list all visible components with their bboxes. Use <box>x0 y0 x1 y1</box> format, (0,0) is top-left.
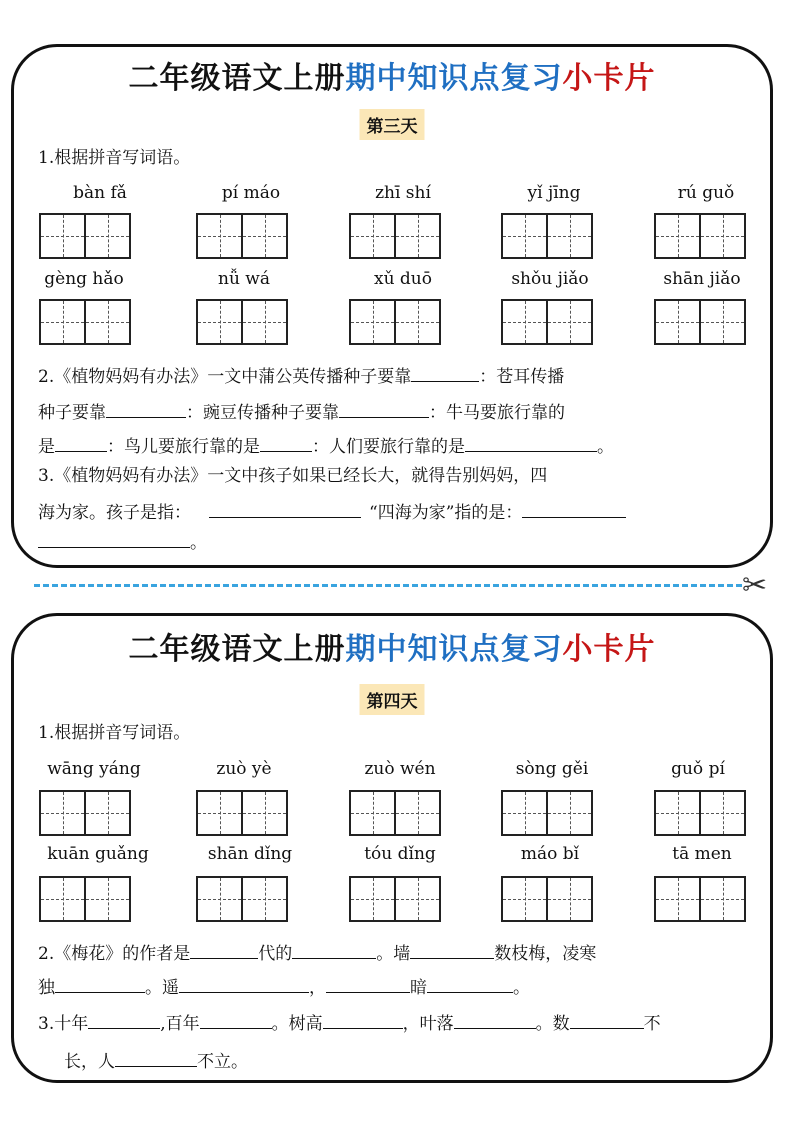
fill-blank[interactable] <box>292 938 376 959</box>
writing-grid[interactable] <box>196 213 288 259</box>
writing-grid[interactable] <box>501 213 593 259</box>
pinyin-label: wāng yáng <box>47 759 141 779</box>
q2-text: 。 <box>513 978 530 998</box>
pinyin-label: shān dǐng <box>207 844 293 864</box>
pinyin-label: nǚ wá <box>218 269 270 289</box>
q3-text: 。树高 <box>271 1014 323 1034</box>
fill-blank[interactable] <box>38 527 190 548</box>
fill-blank[interactable] <box>106 397 186 418</box>
title-part-grade: 二年级语文上册 <box>128 632 346 667</box>
fill-blank[interactable] <box>209 497 361 518</box>
fill-blank[interactable] <box>179 972 309 993</box>
q2-text: ：豌豆传播种子要靠 <box>186 403 339 423</box>
q2-text: 是 <box>38 437 55 457</box>
writing-grid[interactable] <box>654 876 746 922</box>
writing-grid[interactable] <box>196 876 288 922</box>
review-card-day3 <box>11 44 773 568</box>
writing-grid[interactable] <box>501 876 593 922</box>
card-title <box>14 53 770 97</box>
pinyin-label: zhī shí <box>375 183 431 203</box>
writing-grid[interactable] <box>39 213 131 259</box>
writing-grid[interactable] <box>349 876 441 922</box>
pinyin-label: xǔ duō <box>373 269 432 289</box>
fill-blank[interactable] <box>115 1046 197 1067</box>
question-1: 1.根据拼音写词语。 <box>38 723 191 743</box>
writing-grid[interactable] <box>39 790 131 836</box>
pinyin-label: guǒ pí <box>671 759 725 779</box>
pinyin-label: máo bǐ <box>520 844 580 864</box>
q2-text: 2.《植物妈妈有办法》一文中蒲公英传播种子要靠 <box>38 367 412 387</box>
title-part-review: 期中知识点复习 <box>345 632 563 667</box>
fill-blank[interactable] <box>339 397 429 418</box>
question-3-line-1 <box>38 1008 661 1037</box>
fill-blank[interactable] <box>326 972 410 993</box>
day-label: 第三天 <box>360 109 425 140</box>
pinyin-label: bàn fǎ <box>73 183 127 203</box>
question-2-line-1 <box>38 361 564 390</box>
review-card-day4 <box>11 613 773 1083</box>
pinyin-label: tā men <box>672 844 732 864</box>
q3-text: 长，人 <box>64 1052 115 1072</box>
writing-grid[interactable] <box>196 790 288 836</box>
q2-text: 。墙 <box>376 944 411 964</box>
q2-text: ：人们要旅行靠的是 <box>312 437 465 457</box>
title-part-card: 小卡片 <box>562 61 656 96</box>
fill-blank[interactable] <box>410 938 494 959</box>
question-2-line-1 <box>38 938 596 967</box>
fill-blank[interactable] <box>200 1008 272 1029</box>
q3-text: ，叶落 <box>402 1014 454 1034</box>
q3-text: 不 <box>643 1014 661 1034</box>
day-label: 第四天 <box>360 684 425 715</box>
title-part-review: 期中知识点复习 <box>345 61 563 96</box>
q2-text: ：牛马要旅行靠的 <box>429 403 565 423</box>
fill-blank[interactable] <box>465 431 597 452</box>
pinyin-label: gèng hǎo <box>44 269 124 289</box>
q2-text: 代的 <box>258 944 293 964</box>
q2-text: ， <box>309 978 326 998</box>
writing-grid[interactable] <box>349 790 441 836</box>
writing-grid[interactable] <box>39 299 131 345</box>
q2-text: 。 <box>597 437 614 457</box>
writing-grid[interactable] <box>654 790 746 836</box>
card-title <box>14 624 770 668</box>
q2-text: ：苍耳传播 <box>479 367 565 387</box>
pinyin-label: kuān guǎng <box>47 844 149 864</box>
pinyin-label: shǒu jiǎo <box>511 269 589 289</box>
fill-blank[interactable] <box>411 361 479 382</box>
q3-text: 3.十年 <box>38 1014 89 1034</box>
q3-text: “四海为家”指的是： <box>369 503 523 523</box>
scissors-icon: ✂ <box>742 568 768 603</box>
q3-text: ,百年 <box>160 1014 200 1034</box>
pinyin-label: yǐ jīng <box>527 183 581 203</box>
writing-grid[interactable] <box>654 213 746 259</box>
writing-grid[interactable] <box>349 213 441 259</box>
fill-blank[interactable] <box>570 1008 644 1029</box>
writing-grid[interactable] <box>501 790 593 836</box>
fill-blank[interactable] <box>55 972 145 993</box>
writing-grid[interactable] <box>654 299 746 345</box>
fill-blank[interactable] <box>454 1008 536 1029</box>
q2-text: 独 <box>38 978 55 998</box>
cut-line <box>34 584 742 587</box>
fill-blank[interactable] <box>427 972 513 993</box>
question-3-line-2 <box>38 497 626 526</box>
q2-text: ：鸟儿要旅行靠的是 <box>107 437 260 457</box>
fill-blank[interactable] <box>260 431 312 452</box>
fill-blank[interactable] <box>522 497 626 518</box>
pinyin-label: sòng gěi <box>515 759 589 779</box>
q3-text: 不立。 <box>197 1052 248 1072</box>
fill-blank[interactable] <box>323 1008 403 1029</box>
q2-text: 种子要靠 <box>38 403 106 423</box>
question-2-line-2 <box>38 972 530 1001</box>
pinyin-label: rú guǒ <box>677 183 735 203</box>
fill-blank[interactable] <box>190 938 258 959</box>
question-3-line-2 <box>64 1046 248 1075</box>
writing-grid[interactable] <box>501 299 593 345</box>
pinyin-label: zuò yè <box>216 759 272 779</box>
question-3-line-1: 3.《植物妈妈有办法》一文中孩子如果已经长大，就得告别妈妈，四 <box>38 466 548 486</box>
question-3-line-3 <box>38 527 207 556</box>
question-1: 1.根据拼音写词语。 <box>38 148 191 168</box>
pinyin-label: zuò wén <box>364 759 436 779</box>
q3-text: 。数 <box>535 1014 570 1034</box>
title-part-card: 小卡片 <box>562 632 656 667</box>
q2-text: 。遥 <box>145 978 179 998</box>
question-2-line-2 <box>38 397 565 426</box>
pinyin-label: tóu dǐng <box>364 844 436 864</box>
q2-text: 数枝梅，凌寒 <box>494 944 597 964</box>
q3-text: 海为家。孩子是指： <box>38 503 191 523</box>
writing-grid[interactable] <box>196 299 288 345</box>
writing-grid[interactable] <box>349 299 441 345</box>
q2-text: 暗 <box>410 978 427 998</box>
question-2-line-3 <box>38 431 614 460</box>
fill-blank[interactable] <box>55 431 107 452</box>
fill-blank[interactable] <box>88 1008 160 1029</box>
pinyin-label: pí máo <box>221 183 281 203</box>
q2-text: 2.《梅花》的作者是 <box>38 944 191 964</box>
q3-text: 。 <box>190 533 207 553</box>
title-part-grade: 二年级语文上册 <box>128 61 346 96</box>
pinyin-label: shān jiǎo <box>663 269 741 289</box>
writing-grid[interactable] <box>39 876 131 922</box>
